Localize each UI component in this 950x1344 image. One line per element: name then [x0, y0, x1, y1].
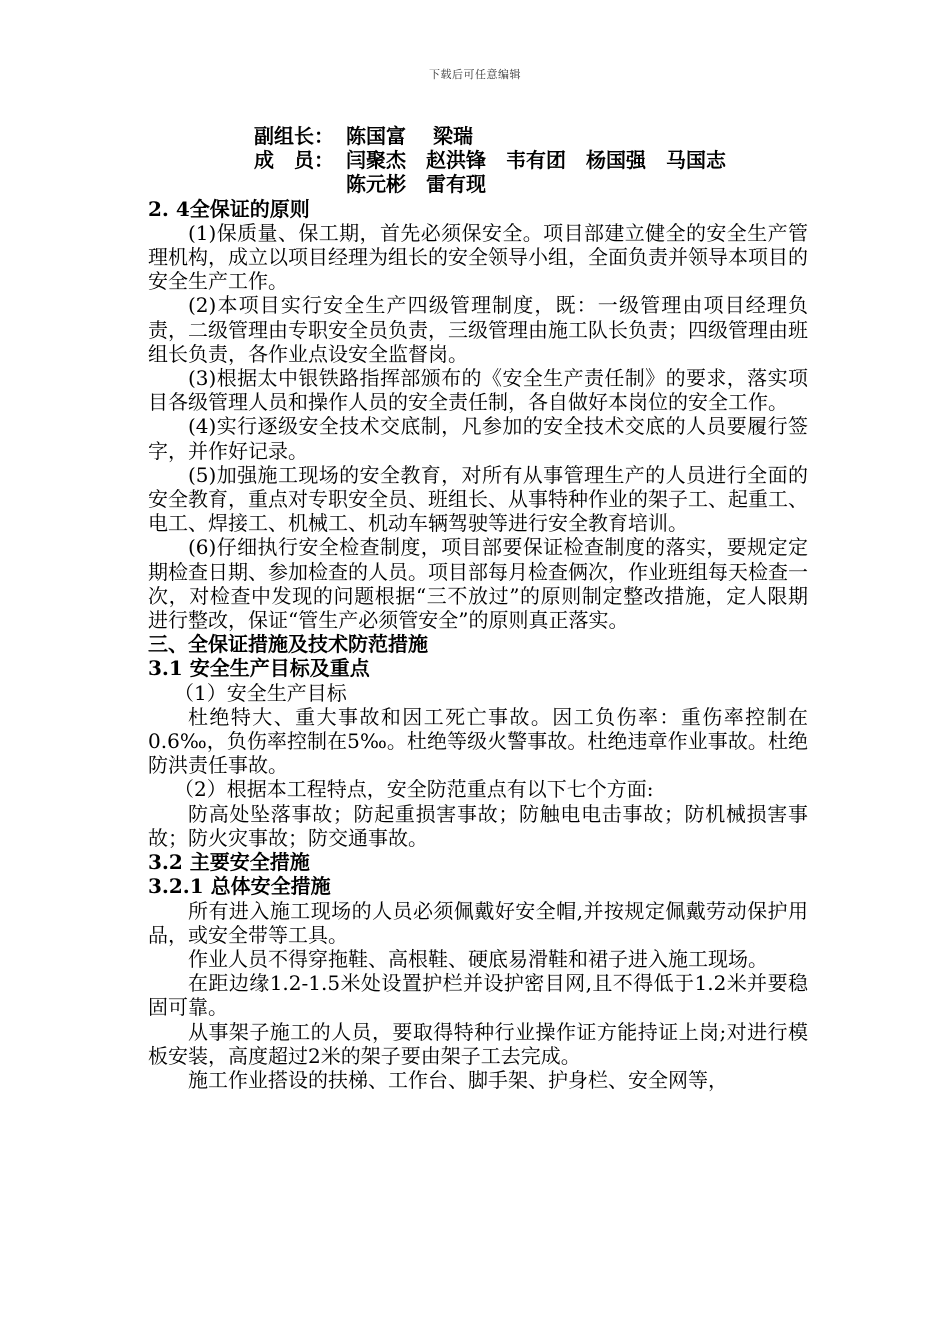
paragraph-3-2-1-4: 从事架子施工的人员，要取得特种行业操作证方能持证上岗;对进行模板安装，高度超过2米的架子要由架子工去完成。 [148, 1019, 808, 1068]
member-label: 成 员： [254, 148, 334, 173]
section-3-2-1-heading: 3.2.1 总体安全措施 [148, 874, 331, 899]
paragraph-3-2-1-1: 所有进入施工现场的人员必须佩戴好安全帽,并按规定佩戴劳动保护用品，或安全带等工具。 [148, 898, 808, 947]
paragraph-3-2-1-2: 作业人员不得穿拖鞋、高根鞋、硬底易滑鞋和裙子进入施工现场。 [188, 946, 768, 971]
vice-leader-names: 陈国富 梁瑞 [346, 124, 473, 148]
member-names-1: 闫聚杰 赵洪锋 韦有团 杨国强 马国志 [346, 148, 726, 173]
paragraph-3-2-1-3: 在距边缘1.2-1.5米处设置护栏并设护密目网,且不得低于1.2米并要稳固可靠。 [148, 971, 808, 1020]
section-3-1-sub-2: （2）根据本工程特点，安全防范重点有以下七个方面: [174, 777, 654, 802]
paragraph-2-4-5: (5)加强施工现场的安全教育，对所有从事管理生产的人员进行全面的安全教育，重点对专职安全员、班组长、从事特种作业的架子工、起重工、电工、焊接工、机械工、机动车辆驾驶等进行安全教育培训。 [148, 462, 808, 536]
paragraph-2-4-2: (2)本项目实行安全生产四级管理制度，既：一级管理由项目经理负责，二级管理由专职安全员负责，三级管理由施工队长负责；四级管理由班组长负责，各作业点设安全监督岗。 [148, 293, 808, 366]
paragraph-2-4-1: (1)保质量、保工期，首先必须保安全。项目部建立健全的安全生产管理机构，成立以项目经理为组长的安全领导小组，全面负责并领导本项目的安全生产工作。 [148, 220, 808, 294]
member-line-1 [148, 148, 808, 172]
vice-leader-label: 副组长： [254, 124, 334, 148]
section-3-1-heading: 3.1 安全生产目标及重点 [148, 656, 370, 681]
section-2-4-heading: 2. 4全保证的原则 [148, 196, 310, 221]
paragraph-3-1-1: 杜绝特大、重大事故和因工死亡事故。因工负伤率：重伤率控制在0.6‰，负伤率控制在5‰。杜绝等级火警事故。杜绝违章作业事故。杜绝防洪责任事故。 [148, 704, 808, 778]
paragraph-2-4-6: (6)仔细执行安全检查制度，项目部要保证检查制度的落实，要规定定期检查日期、参加检查的人员。项目部每月检查俩次，作业班组每天检查一次，对检查中发现的问题根据“三不放过”的原则制定整改措施，定人限期进行整改，保证“管生产必须管安全”的原则真正落实。 [148, 535, 808, 633]
paragraph-3-1-2: 防高处坠落事故；防起重损害事故；防触电电击事故；防机械损害事故；防火灾事故；防交通事故。 [148, 801, 808, 850]
section-3-1-sub-1: （1）安全生产目标 [174, 680, 347, 705]
vice-leader-line [148, 124, 808, 148]
page-header-watermark: 下载后可任意编辑 [429, 68, 521, 81]
member-names-2: 陈元彬 雷有现 [346, 172, 486, 197]
paragraph-2-4-3: (3)根据太中银铁路指挥部颁布的《安全生产责任制》的要求，落实项目各级管理人员和操作人员的安全责任制，各自做好本岗位的安全工作。 [148, 366, 808, 415]
paragraph-3-2-1-5: 施工作业搭设的扶梯、工作台、脚手架、护身栏、安全网等， [188, 1067, 728, 1092]
section-3-2-heading: 3.2 主要安全措施 [148, 850, 310, 875]
document-body [148, 124, 808, 1092]
section-3-heading: 三、全保证措施及技术防范措施 [148, 632, 428, 657]
member-line-2 [148, 172, 808, 196]
paragraph-2-4-4: (4)实行逐级安全技术交底制，凡参加的安全技术交底的人员要履行签字，并作好记录。 [148, 414, 808, 463]
